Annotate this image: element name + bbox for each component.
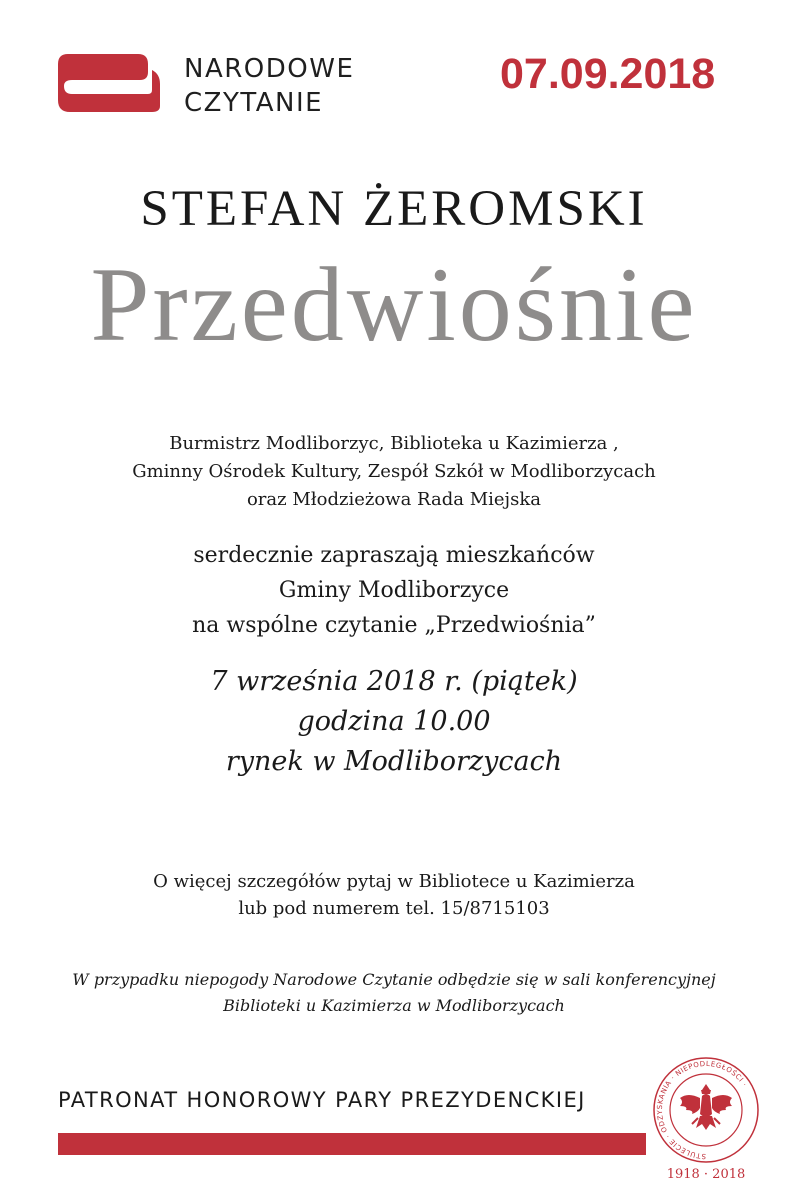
- invitation-line: Gminy Modliborzyce: [278, 578, 510, 603]
- organizers-line: oraz Młodzieżowa Rada Miejska: [246, 489, 542, 510]
- event-details-block: [0, 662, 788, 782]
- brand-line-2: CZYTANIE: [184, 88, 324, 118]
- event-detail-line: rynek w Modliborzycach: [225, 746, 563, 777]
- organizers-line: Burmistrz Modliborzyc, Biblioteka u Kazimierza ,: [169, 433, 619, 454]
- brand-name: [184, 52, 354, 120]
- invitation-line: serdecznie zapraszają mieszkańców: [193, 543, 595, 568]
- event-detail-line: godzina 10.00: [297, 706, 491, 737]
- brand-line-1: NARODOWE: [184, 54, 355, 84]
- narodowe-czytanie-logo-icon: [52, 50, 164, 116]
- invitation-line: na wspólne czytanie „Przedwiośnia”: [192, 613, 596, 638]
- book-title: Przedwiośnie: [90, 246, 698, 363]
- organizers-block: [0, 430, 788, 514]
- weather-note-block: [0, 967, 788, 1019]
- author-name: STEFAN ŻEROMSKI: [140, 181, 648, 237]
- contact-block: [0, 868, 788, 922]
- contact-line: lub pod numerem tel. 15/8715103: [238, 898, 550, 919]
- emblem-ring-text: STULECIE · ODZYSKANIA · NIEPODLEGŁOŚCI ·: [655, 1059, 749, 1161]
- event-detail-line: 7 września 2018 r. (piątek): [210, 666, 578, 697]
- event-date: 07.09.2018: [500, 50, 716, 98]
- weather-note-line: W przypadku niepogody Narodowe Czytanie odbędzie się w sali konferencyjnej: [72, 970, 716, 989]
- patronage-text: PATRONAT HONOROWY PARY PREZYDENCKIEJ: [58, 1088, 586, 1112]
- emblem-years: 1918 · 2018: [666, 1167, 746, 1182]
- invitation-block: [0, 538, 788, 643]
- weather-note-line: Biblioteki u Kazimierza w Modliborzycach: [223, 996, 565, 1015]
- polish-eagle-emblem-icon: [650, 1052, 762, 1184]
- footer-red-bar: [58, 1133, 646, 1155]
- organizers-line: Gminny Ośrodek Kultury, Zespół Szkół w Modliborzycach: [132, 461, 656, 482]
- contact-line: O więcej szczegółów pytaj w Bibliotece u Kazimierza: [153, 871, 635, 892]
